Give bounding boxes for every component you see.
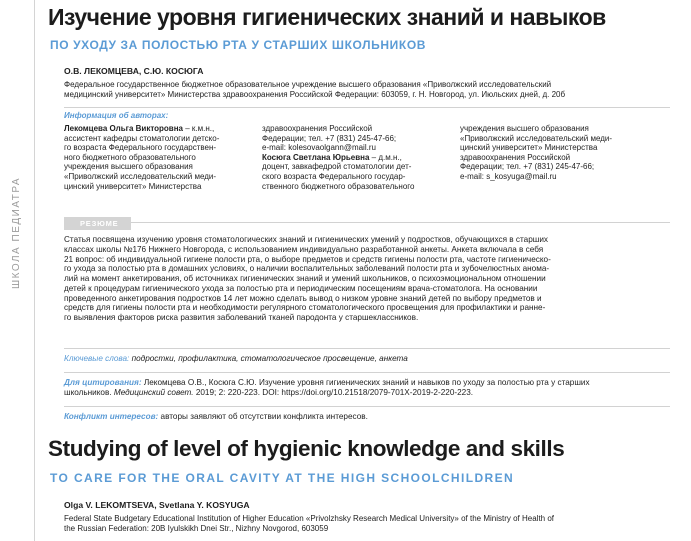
section-sidebar [0,0,35,541]
author-info-line: цинский университет» Министерства [64,181,202,191]
affiliation-ru-line: медицинский университет» Министерства здравоохранения Российской Федерации: 603059, г. Н. Новгород, ул. Июльских дней, д. 20б [64,89,566,99]
authors-ru: О.В. ЛЕКОМЦЕВА, С.Ю. КОСЮГА [64,66,204,76]
author-name: Лекомцева Ольга Викторовна [64,124,184,133]
author-info-line: учреждения высшего образования [64,162,193,172]
divider [64,406,670,407]
conflict-of-interest [64,412,664,421]
author-info-line: ного бюджетного образовательного [64,152,196,162]
divider [64,372,670,373]
affiliation-en [64,514,664,533]
keywords-text: подростки, профилактика, стоматологическое просвещение, анкета [129,354,408,363]
keywords [64,354,664,363]
author-email: e-mail: s_kosyuga@mail.ru [460,171,557,181]
author-info-line: здравоохранения Российской [262,124,373,133]
affiliation-en-line: Federal State Budgetary Educational Institution of Higher Education «Privolzhsky Research Medical University» of the Ministry of Health of [64,514,555,523]
section-label [4,168,28,298]
abstract-line: го выявления факторов риска развития заболеваний тканей пародонта у старшеклассников. [64,313,419,322]
abstract-line: Статья посвящена изучению уровня стоматологических знаний и гигиенических умений у подростков, обучающихся в старших [64,235,549,244]
author-info-line: Федерации; тел. +7 (831) 245-47-66; [262,133,397,143]
conflict-text: авторы заявляют об отсутствии конфликта интересов. [158,412,368,421]
author-info-line: Федерации; тел. +7 (831) 245-47-66; [460,162,595,172]
abstract-line: го ухода за полостью рта в домашних условиях, о наличии воспалительных заболеваний полости рта и зубочелюстных анома- [64,264,550,274]
author-info-line: «Приволжский исследовательский меди- [460,133,613,143]
divider [64,222,670,223]
affiliation-ru [64,80,664,99]
keywords-label: Ключевые слова: [64,354,130,363]
citation-line: школьников. Медицинский совет. 2019; 2: 220-223. DOI: https://doi.org/10.21518/2079-701X-2019-2-220-223. [64,387,474,397]
abstract-line: проведенного анкетирования подростков 14 лет можно сделать вывод о низком уровне знаний детей по выбору предметов и [64,293,542,303]
author-info-label: Информация об авторах: [64,111,169,120]
divider [64,107,670,108]
author-info-line: «Приволжский исследовательский меди- [64,171,217,181]
author-name: Косюга Светлана Юрьевна [262,152,370,162]
author-info-line: здравоохранения Российской [460,152,571,162]
author-info-line: ственного бюджетного образовательного [262,181,415,191]
abstract-line: детей к процедурам гигиенического ухода за полостью рта и периодическим посещениям врача-стоматолога. На основании [64,283,538,293]
abstract-line: классах школы №176 Нижнего Новгорода, с использованием индивидуально разработанной анкеты. Анкета включала в себя [64,244,544,254]
title-en: Studying of level of hygienic knowledge and skills [48,436,565,461]
author-info-line: учреждения высшего образования [460,124,589,133]
author-info-column-3 [460,124,656,182]
title-ru: Изучение уровня гигиенических знаний и навыков [48,4,606,30]
divider [64,348,670,349]
subtitle-en: TO CARE FOR THE ORAL CAVITY AT THE HIGH SCHOOLCHILDREN [50,471,515,485]
affiliation-en-line: the Russian Federation: 20B Iyulskikh Dnei Str., Nizhny Novgorod, 603059 [64,523,329,533]
citation [64,378,674,398]
citation-journal: Медицинский совет. [113,387,194,397]
abstract-line: лий на момент анкетирования, об источниках гигиенических знаний и умений школьников, о психоэмоциональном отношении [64,274,546,283]
author-info-line: ского возраста Федерального государ- [262,171,406,181]
author-info-line: цинский университет» Министерства [460,143,598,153]
citation-line: Для цитирования: Лекомцева О.В., Косюга С.Ю. Изучение уровня гигиенических знаний и навыков по уходу за полостью рта у старших [64,378,590,387]
author-info-line: Косюга Светлана Юрьевна – д.м.н., [262,152,402,162]
author-info-line: ассистент кафедры стоматологии детско- [64,133,220,143]
section-label-text: ШКОЛА ПЕДИАТРА [10,176,22,290]
author-info-line: го возраста Федерального государствен- [64,143,217,153]
affiliation-ru-line: Федеральное государственное бюджетное образовательное учреждение высшего образования «Приволжский исследовательский [64,80,552,89]
author-email: e-mail: kolesovaolgann@mail.ru [262,143,376,153]
author-info-line: Лекомцева Ольга Викторовна – к.м.н., [64,124,215,133]
author-info-line: доцент, завкафедрой стоматологии дет- [262,162,412,172]
authors-en: Olga V. LEKOMTSEVA, Svetlana Y. KOSYUGA [64,500,250,510]
abstract-line: средств для гигиены полости рта и необходимости регулярного стоматологического просвещения для профилактики и ранне- [64,303,546,313]
conflict-label: Конфликт интересов: [64,412,159,421]
resume-tag: РЕЗЮМЕ [64,217,131,230]
abstract [64,235,670,323]
author-info-column-2 [262,124,448,191]
subtitle-ru: ПО УХОДУ ЗА ПОЛОСТЬЮ РТА У СТАРШИХ ШКОЛЬНИКОВ [50,38,427,52]
citation-label: Для цитирования: [64,378,142,387]
abstract-line: 21 вопрос: об индивидуальной гигиене полости рта, о выборе предметов и средств гигиены полости рта, частоте гигиеническо- [64,254,551,264]
author-info-column-1 [64,124,250,191]
